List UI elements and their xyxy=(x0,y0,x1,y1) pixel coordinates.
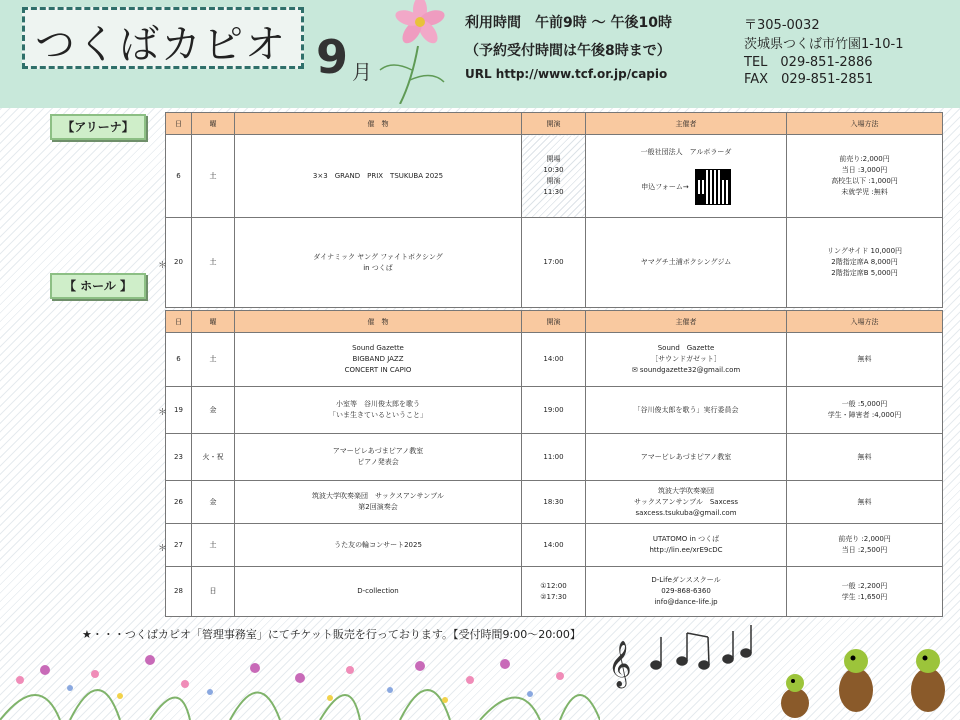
hall-section-label: 【 ホール 】 xyxy=(50,273,146,299)
postal-code: 〒305-0032 xyxy=(744,18,820,33)
header-banner xyxy=(0,0,960,108)
day-cell: 23 xyxy=(166,434,192,481)
admission-cell: 前売り:2,000円 当日 :3,000円 高校生以下 :1,000円 未就学児 :無料 xyxy=(787,135,943,218)
weekday-cell: 火・祝 xyxy=(192,434,235,481)
month-number: 9 xyxy=(316,30,349,84)
fax: FAX 029-851-2851 xyxy=(744,72,874,87)
table-header-row xyxy=(166,311,943,333)
hall-schedule-table xyxy=(165,310,943,617)
table-row xyxy=(166,333,943,387)
day-cell: 27 xyxy=(166,524,192,567)
ticket-notice: ★・・・つくばカピオ「管理事務室」にてチケット販売を行っております。【受付時間9:00～20:00】 xyxy=(82,628,581,641)
arena-section-label: 【アリーナ】 xyxy=(50,114,146,140)
admission-cell: 無料 xyxy=(787,434,943,481)
event-cell: うた友の輪コンサート2025 xyxy=(235,524,522,567)
organizer-cell: アマービレあづまピアノ教室 xyxy=(586,434,787,481)
organizer-cell: D-Lifeダンススクール 029-868-6360 info@dance-life.jp xyxy=(586,567,787,617)
cosmos-flower-icon xyxy=(372,0,462,104)
logo-text: つくばカピオ xyxy=(35,22,287,68)
organizer-cell: ヤマグチ土浦ボクシングジム xyxy=(586,218,787,308)
arena-schedule-table xyxy=(165,112,943,308)
time-cell: 14:00 xyxy=(522,524,586,567)
address: 茨城県つくば市竹園1-10-1 xyxy=(744,37,904,52)
day-cell: 26 xyxy=(166,481,192,524)
table-row xyxy=(166,218,943,308)
day-cell: 6 xyxy=(166,135,192,218)
telephone: TEL 029-851-2886 xyxy=(744,55,873,70)
column-header-day: 日 xyxy=(166,113,192,135)
qr-code-icon[interactable] xyxy=(695,169,731,205)
organizer-cell: Sound Gazette ［サウンドガゼット］ ✉ soundgazette32@gmail.com xyxy=(586,333,787,387)
table-row xyxy=(166,524,943,567)
column-header-time: 開演 xyxy=(522,113,586,135)
weekday-cell: 土 xyxy=(192,333,235,387)
organizer-cell: 「谷川俊太郎を歌う」実行委員会 xyxy=(586,387,787,434)
admission-cell: 一般 :2,200円 学生 :1,650円 xyxy=(787,567,943,617)
time-cell: ①12:00 ②17:30 xyxy=(522,567,586,617)
weekday-cell: 土 xyxy=(192,135,235,218)
table-header-row xyxy=(166,113,943,135)
cricket-icon xyxy=(781,674,809,718)
organizer-cell: UTATOMO in つくば http://lin.ee/xrE9cDC xyxy=(586,524,787,567)
column-header-weekday: 曜 xyxy=(192,113,235,135)
logo-box xyxy=(22,7,304,69)
admission-cell: 前売り :2,000円 当日 :2,500円 xyxy=(787,524,943,567)
table-row xyxy=(166,481,943,524)
admission-cell: リングサイド 10,000円 2階指定席A 8,000円 2階指定席B 5,000円 xyxy=(787,218,943,308)
weekday-cell: 金 xyxy=(192,481,235,524)
weekday-cell: 土 xyxy=(192,524,235,567)
ticket-mark: ＊ xyxy=(158,408,168,418)
time-cell: 14:00 xyxy=(522,333,586,387)
table-row xyxy=(166,387,943,434)
ticket-mark: ＊ xyxy=(158,544,168,554)
event-cell: D-collection xyxy=(235,567,522,617)
organizer-text: 一般社団法人 アルボラーダ 申込フォーム→ xyxy=(640,148,732,191)
column-header-event: 催 物 xyxy=(235,311,522,333)
website-url[interactable]: URL http://www.tcf.or.jp/capio xyxy=(465,67,668,81)
event-cell: 3×3 GRAND PRIX TSUKUBA 2025 xyxy=(235,135,522,218)
table-row xyxy=(166,135,943,218)
day-cell: 20 xyxy=(166,218,192,308)
reservation-note: （予約受付時間は午後8時まで） xyxy=(465,43,671,59)
event-cell: Sound Gazette BIGBAND JAZZ CONCERT IN CAPIO xyxy=(235,333,522,387)
month-unit: 月 xyxy=(352,60,372,84)
table-row xyxy=(166,434,943,481)
cricket-icon xyxy=(839,649,873,712)
opening-hours: 利用時間 午前9時 ～ 午後10時 xyxy=(465,15,672,31)
column-header-day: 日 xyxy=(166,311,192,333)
column-header-organizer: 主催者 xyxy=(586,113,787,135)
table-row xyxy=(166,567,943,617)
time-cell: 17:00 xyxy=(522,218,586,308)
day-cell: 28 xyxy=(166,567,192,617)
day-cell: 6 xyxy=(166,333,192,387)
column-header-weekday: 曜 xyxy=(192,311,235,333)
event-cell: アマービレあづまピアノ教室 ピアノ発表会 xyxy=(235,434,522,481)
event-cell: ダイナミック ヤング ファイトボクシング in つくば xyxy=(235,218,522,308)
column-header-admission: 入場方法 xyxy=(787,311,943,333)
admission-cell: 無料 xyxy=(787,481,943,524)
organizer-cell xyxy=(586,135,787,218)
weekday-cell: 日 xyxy=(192,567,235,617)
time-cell: 11:00 xyxy=(522,434,586,481)
time-cell: 開場 10:30 開演 11:30 xyxy=(522,135,586,218)
event-cell: 筑波大学吹奏楽団 サックスアンサンブル 第2回演奏会 xyxy=(235,481,522,524)
time-cell: 19:00 xyxy=(522,387,586,434)
time-cell: 18:30 xyxy=(522,481,586,524)
admission-cell: 無料 xyxy=(787,333,943,387)
column-header-event: 催 物 xyxy=(235,113,522,135)
svg-text:𝄞: 𝄞 xyxy=(608,641,632,687)
weekday-cell: 金 xyxy=(192,387,235,434)
flower-meadow-illustration xyxy=(0,640,600,720)
weekday-cell: 土 xyxy=(192,218,235,308)
event-cell: 小室等 谷川俊太郎を歌う 「いま生きているということ」 xyxy=(235,387,522,434)
day-cell: 19 xyxy=(166,387,192,434)
music-notes-and-crickets-illustration xyxy=(600,615,960,720)
column-header-organizer: 主催者 xyxy=(586,311,787,333)
ticket-mark: ＊ xyxy=(158,261,168,271)
cricket-icon xyxy=(911,649,945,712)
column-header-admission: 入場方法 xyxy=(787,113,943,135)
admission-cell: 一般 :5,000円 学生・障害者 :4,000円 xyxy=(787,387,943,434)
organizer-cell: 筑波大学吹奏楽団 サックスアンサンブル Saxcess saxcess.tsukuba@gmail.com xyxy=(586,481,787,524)
column-header-time: 開演 xyxy=(522,311,586,333)
